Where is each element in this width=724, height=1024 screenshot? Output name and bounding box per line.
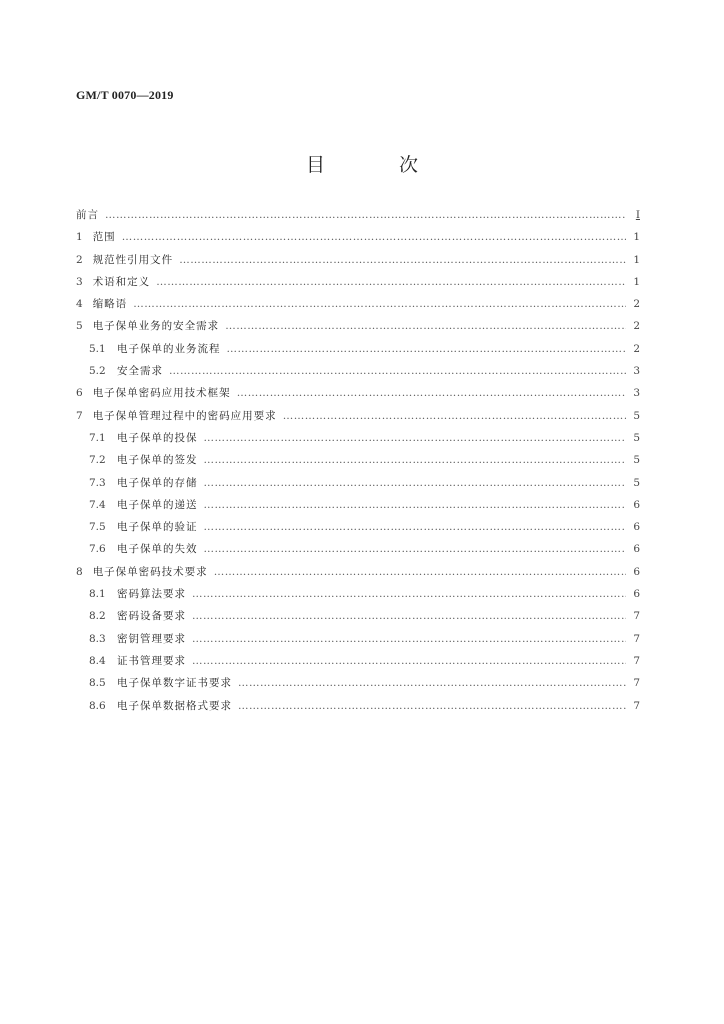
toc-entry-page: 6 — [633, 521, 640, 534]
toc-entry-number: 5.2 — [89, 365, 106, 378]
toc-entry[interactable] — [76, 519, 640, 541]
toc-entry[interactable] — [76, 252, 640, 274]
toc-leader-dots — [192, 633, 626, 645]
toc-entry-page: 5 — [633, 431, 640, 444]
toc-entry-number: 8.5 — [89, 677, 106, 690]
toc-entry-number: 5.1 — [89, 342, 106, 355]
toc-entry-number: 8.4 — [89, 654, 106, 667]
toc-entry-number: 8.3 — [89, 632, 106, 645]
toc-entry-number: 7.1 — [89, 431, 106, 444]
toc-leader-dots — [156, 276, 626, 288]
toc-entry-page: 5 — [633, 476, 640, 489]
toc-leader-dots — [122, 231, 626, 243]
toc-entry-number: 7.4 — [89, 498, 106, 511]
toc-entry-label: 电子保单的失效 — [117, 543, 198, 556]
toc-entry-page: Ⅰ — [635, 209, 640, 221]
toc-entry[interactable] — [76, 541, 640, 563]
table-of-contents — [76, 207, 640, 720]
toc-leader-dots — [169, 365, 626, 377]
document-code: GM/T 0070—2019 — [76, 88, 174, 102]
toc-leader-dots — [238, 700, 626, 712]
toc-leader-dots — [204, 454, 627, 466]
toc-leader-dots — [179, 254, 626, 266]
toc-leader-dots — [283, 410, 626, 422]
toc-leader-dots — [238, 677, 626, 689]
toc-entry-label: 电子保单管理过程中的密码应用要求 — [92, 409, 277, 422]
toc-entry[interactable] — [76, 675, 640, 697]
toc-entry-number: 8.2 — [89, 610, 106, 623]
toc-entry[interactable] — [76, 207, 640, 229]
toc-entry[interactable] — [76, 586, 640, 608]
toc-entry[interactable] — [76, 564, 640, 586]
toc-entry-label: 证书管理要求 — [117, 654, 186, 667]
toc-entry[interactable] — [76, 363, 640, 385]
toc-entry-label: 缩略语 — [92, 298, 128, 311]
toc-entry-label: 电子保单数字证书要求 — [117, 677, 232, 690]
toc-entry-page: 7 — [633, 699, 640, 712]
toc-entry-label: 电子保单业务的安全需求 — [92, 320, 220, 333]
toc-entry-page: 6 — [633, 588, 640, 601]
toc-entry-label: 电子保单的业务流程 — [117, 342, 221, 355]
toc-leader-dots — [192, 655, 626, 667]
toc-entry-label: 前言 — [76, 209, 99, 221]
toc-entry[interactable] — [76, 318, 640, 340]
toc-entry-number: 6 — [76, 387, 83, 400]
toc-entry-label: 电子保单密码应用技术框架 — [92, 387, 231, 400]
toc-entry-page: 7 — [633, 654, 640, 667]
toc-entry-number: 8.6 — [89, 699, 106, 712]
toc-entry-label: 电子保单数据格式要求 — [117, 699, 232, 712]
toc-entry[interactable] — [76, 385, 640, 407]
toc-leader-dots — [204, 543, 627, 555]
toc-entry-page: 1 — [633, 253, 640, 266]
toc-entry-label: 电子保单的签发 — [117, 454, 198, 467]
toc-entry-number: 5 — [76, 320, 83, 333]
toc-entry[interactable] — [76, 475, 640, 497]
toc-entry-page: 7 — [633, 632, 640, 645]
toc-entry-page: 2 — [633, 298, 640, 311]
toc-leader-dots — [105, 209, 626, 221]
toc-leader-dots — [204, 499, 627, 511]
toc-entry-label: 密钥管理要求 — [117, 632, 186, 645]
toc-entry-page: 1 — [633, 231, 640, 244]
toc-entry-number: 7 — [76, 409, 83, 422]
toc-entry-page: 2 — [633, 342, 640, 355]
toc-entry[interactable] — [76, 653, 640, 675]
toc-entry-page: 3 — [633, 365, 640, 378]
toc-entry[interactable] — [76, 608, 640, 630]
toc-entry-page: 3 — [633, 387, 640, 400]
toc-entry-page: 6 — [633, 543, 640, 556]
toc-leader-dots — [227, 343, 627, 355]
toc-entry-label: 密码算法要求 — [117, 588, 186, 601]
toc-entry-page: 5 — [633, 409, 640, 422]
toc-leader-dots — [192, 588, 626, 600]
toc-entry[interactable] — [76, 341, 640, 363]
toc-entry-number: 7.5 — [89, 521, 106, 534]
toc-entry-number: 2 — [76, 253, 83, 266]
toc-leader-dots — [204, 432, 627, 444]
toc-entry-label: 范围 — [92, 231, 116, 244]
toc-entry-number: 8 — [76, 565, 83, 578]
toc-leader-dots — [204, 477, 627, 489]
toc-entry[interactable] — [76, 631, 640, 653]
toc-entry-number: 1 — [76, 231, 83, 244]
toc-entry[interactable] — [76, 497, 640, 519]
toc-entry-label: 电子保单的投保 — [117, 431, 198, 444]
toc-entry[interactable] — [76, 229, 640, 251]
toc-entry-label: 电子保单密码技术要求 — [92, 565, 208, 578]
toc-leader-dots — [133, 298, 626, 310]
toc-entry-page: 7 — [633, 610, 640, 623]
toc-leader-dots — [237, 387, 626, 399]
toc-entry-page: 6 — [633, 565, 640, 578]
toc-entry-label: 电子保单的存储 — [117, 476, 198, 489]
toc-entry-label: 密码设备要求 — [117, 610, 186, 623]
toc-entry-number: 7.6 — [89, 543, 106, 556]
toc-title: 目 次 — [305, 154, 453, 176]
toc-entry-page: 1 — [633, 275, 640, 288]
toc-entry-page: 5 — [633, 454, 640, 467]
toc-entry-number: 3 — [76, 275, 83, 288]
toc-entry-page: 7 — [633, 677, 640, 690]
toc-entry[interactable] — [76, 274, 640, 296]
toc-leader-dots — [225, 320, 626, 332]
toc-entry-label: 安全需求 — [117, 365, 163, 378]
toc-leader-dots — [204, 521, 627, 533]
toc-entry-number: 8.1 — [89, 588, 106, 601]
toc-leader-dots — [192, 610, 626, 622]
toc-entry[interactable] — [76, 430, 640, 452]
toc-entry[interactable] — [76, 452, 640, 474]
toc-entry-label: 规范性引用文件 — [92, 253, 174, 266]
toc-entry-label: 电子保单的递送 — [117, 498, 198, 511]
toc-entry[interactable] — [76, 698, 640, 720]
toc-entry-number: 7.3 — [89, 476, 106, 489]
toc-leader-dots — [214, 566, 626, 578]
toc-entry[interactable] — [76, 408, 640, 430]
toc-entry-number: 4 — [76, 298, 83, 311]
toc-entry-number: 7.2 — [89, 454, 106, 467]
toc-entry-page: 2 — [633, 320, 640, 333]
toc-entry[interactable] — [76, 296, 640, 318]
toc-entry-page: 6 — [633, 498, 640, 511]
toc-entry-label: 术语和定义 — [92, 275, 151, 288]
toc-entry-label: 电子保单的验证 — [117, 521, 198, 534]
